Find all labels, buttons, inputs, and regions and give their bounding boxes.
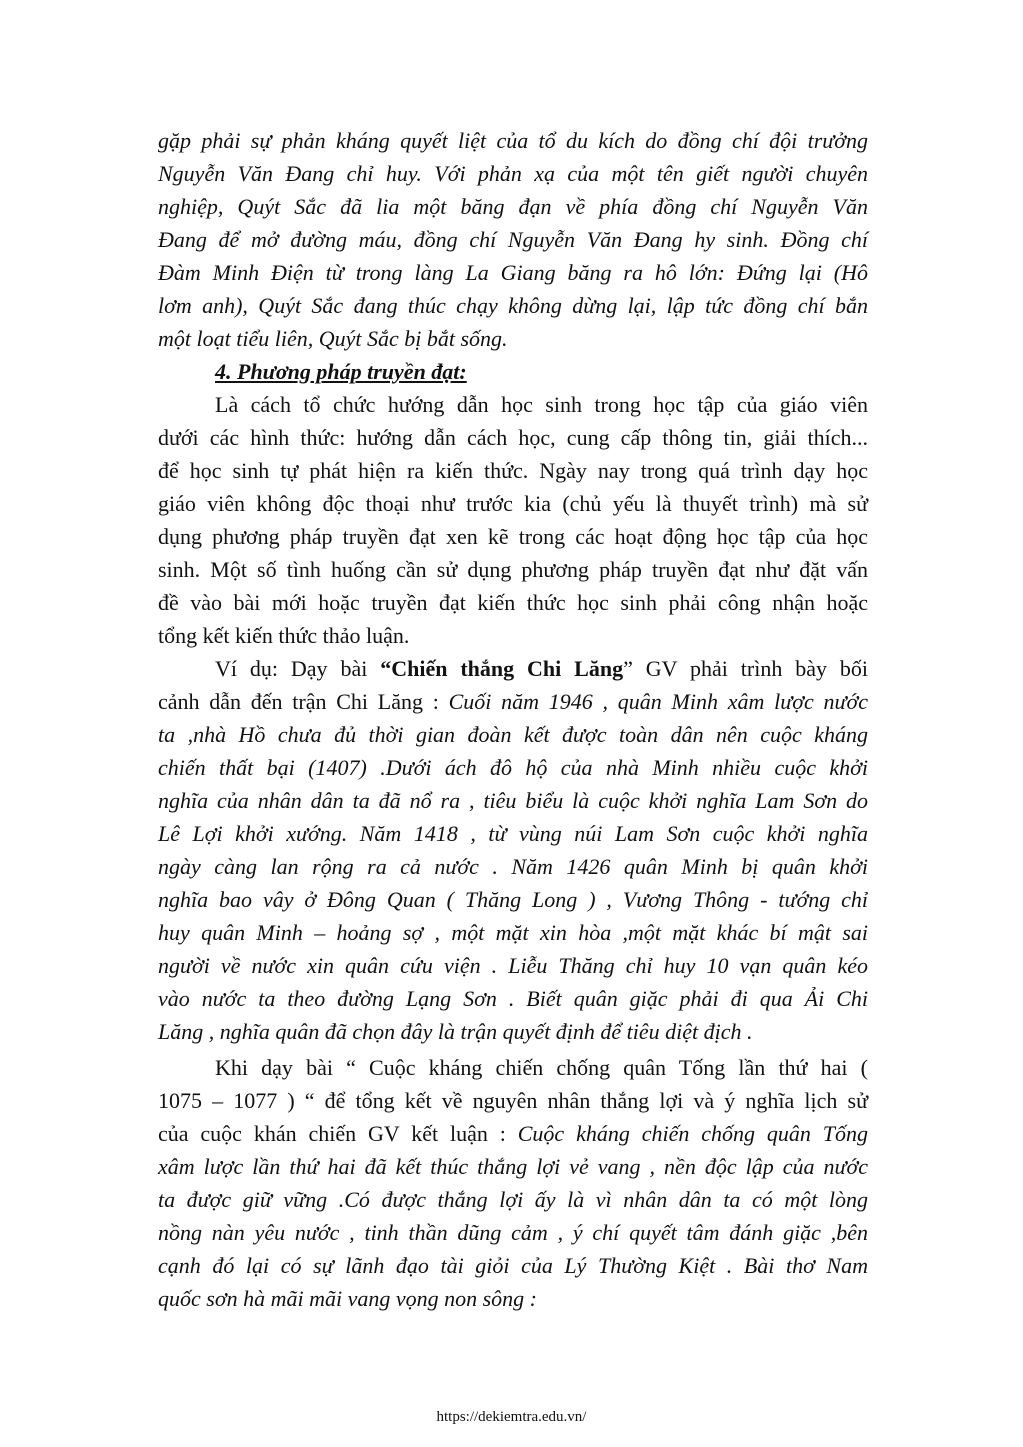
text-line: [158, 1117, 868, 1150]
text-line: nghiệp, Quýt Sắc đã lia một băng đạn về phía đồng chí Nguyễn Văn: [158, 194, 868, 219]
lesson-title: “Chiến thắng Chi Lăng: [380, 656, 624, 681]
text-line: để học sinh tự phát hiện ra kiến thức. Ngày nay trong quá trình dạy học: [158, 458, 868, 483]
section-heading: 4. Phương pháp truyền đạt:: [215, 359, 467, 384]
text-line: người về nước xin quân cứu viện . Liễu Thăng chỉ huy 10 vạn quân kéo: [158, 953, 868, 978]
text-line: ta ,nhà Hồ chưa đủ thời gian đoàn kết được toàn dân nên cuộc kháng: [158, 722, 868, 747]
text-line: tổng kết kiến thức thảo luận.: [158, 623, 410, 648]
text-line: đề vào bài mới hoặc truyền đạt kiến thức học sinh phải công nhận hoặc: [158, 590, 868, 615]
text-line: ta được giữ vững .Có được thắng lợi ấy là vì nhân dân ta có một lòng: [158, 1187, 868, 1212]
text-line: xâm lược lần thứ hai đã kết thúc thắng lợi vẻ vang , nền độc lập của nước: [158, 1154, 868, 1179]
text-line: [158, 652, 868, 685]
text-line: Khi dạy bài “ Cuộc kháng chiến chống quân Tống lần thứ hai (: [215, 1055, 868, 1080]
text-line: Nguyễn Văn Đang chỉ huy. Với phản xạ của một tên giết người chuyên: [158, 161, 868, 186]
text-run: ” GV phải trình bày bối: [623, 656, 868, 681]
text-line: dụng phương pháp truyền đạt xen kẽ trong các hoạt động học tập của học: [158, 524, 868, 549]
text-line: nghĩa bao vây ở Đông Quan ( Thăng Long ) , Vương Thông - tướng chỉ: [158, 887, 868, 912]
text-line: huy quân Minh – hoảng sợ , một mặt xin hòa ,một mặt khác bí mật sai: [158, 920, 868, 945]
text-line: Lăng , nghĩa quân đã chọn đây là trận quyết định để tiêu diệt địch .: [158, 1019, 753, 1044]
text-line: một loạt tiểu liên, Quýt Sắc bị bắt sống.: [158, 326, 508, 351]
text-line: vào nước ta theo đường Lạng Sơn . Biết quân giặc phải đi qua Ải Chi: [158, 986, 868, 1011]
text-run: Cuối năm 1946 , quân Minh xâm lược nước: [448, 689, 868, 714]
text-line: sinh. Một số tình huống cần sử dụng phương pháp truyền đạt như đặt vấn: [158, 557, 868, 582]
text-line: Lê Lợi khởi xướng. Năm 1418 , từ vùng núi Lam Sơn cuộc khởi nghĩa: [158, 821, 868, 846]
section-heading-container: [158, 355, 868, 388]
text-line: Đàm Minh Điện từ trong làng La Giang băng ra hô lớn: Đứng lại (Hô: [158, 260, 868, 285]
paragraph-4: [158, 1051, 868, 1315]
text-line: 1075 – 1077 ) “ để tổng kết về nguyên nhân thắng lợi và ý nghĩa lịch sử: [158, 1088, 868, 1113]
text-line: [158, 685, 868, 718]
text-line: Đang để mở đường máu, đồng chí Nguyễn Văn Đang hy sinh. Đồng chí: [158, 227, 868, 252]
text-line: quốc sơn hà mãi mãi vang vọng non sông :: [158, 1286, 537, 1311]
text-line: gặp phải sự phản kháng quyết liệt của tổ du kích do đồng chí đội trưởng: [158, 128, 868, 153]
text-run: Ví dụ: Dạy bài: [215, 656, 381, 681]
text-line: lơm anh), Quýt Sắc đang thúc chạy không dừng lại, lập tức đồng chí bắn: [158, 293, 868, 318]
paragraph-3: [158, 652, 868, 1048]
text-run: Cuộc kháng chiến chống quân Tống: [517, 1121, 868, 1146]
text-line: nghĩa của nhân dân ta đã nổ ra , tiêu biểu là cuộc khởi nghĩa Lam Sơn do: [158, 788, 868, 813]
text-line: giáo viên không độc thoại như trước kia (chủ yếu là thuyết trình) mà sử: [158, 491, 868, 516]
text-line: dưới các hình thức: hướng dẫn cách học, cung cấp thông tin, giải thích...: [158, 425, 868, 450]
text-line: chiến thất bại (1407) .Dưới ách đô hộ của nhà Minh nhiều cuộc khởi: [158, 755, 868, 780]
footer-url: https://dekiemtra.edu.vn/: [436, 1409, 587, 1425]
text-run: của cuộc khán chiến GV kết luận :: [158, 1121, 518, 1146]
text-line: cạnh đó lại có sự lãnh đạo tài giỏi của Lý Thường Kiệt . Bài thơ Nam: [158, 1253, 868, 1278]
paragraph-1: [158, 124, 868, 355]
text-line: ngày càng lan rộng ra cả nước . Năm 1426 quân Minh bị quân khởi: [158, 854, 868, 879]
text-line: nồng nàn yêu nước , tinh thần dũng cảm , ý chí quyết tâm đánh giặc ,bên: [158, 1220, 868, 1245]
text-line: Là cách tổ chức hướng dẫn học sinh trong học tập của giáo viên: [215, 392, 868, 417]
text-run: cảnh dẫn đến trận Chi Lăng :: [158, 689, 449, 714]
paragraph-2: [158, 388, 868, 652]
